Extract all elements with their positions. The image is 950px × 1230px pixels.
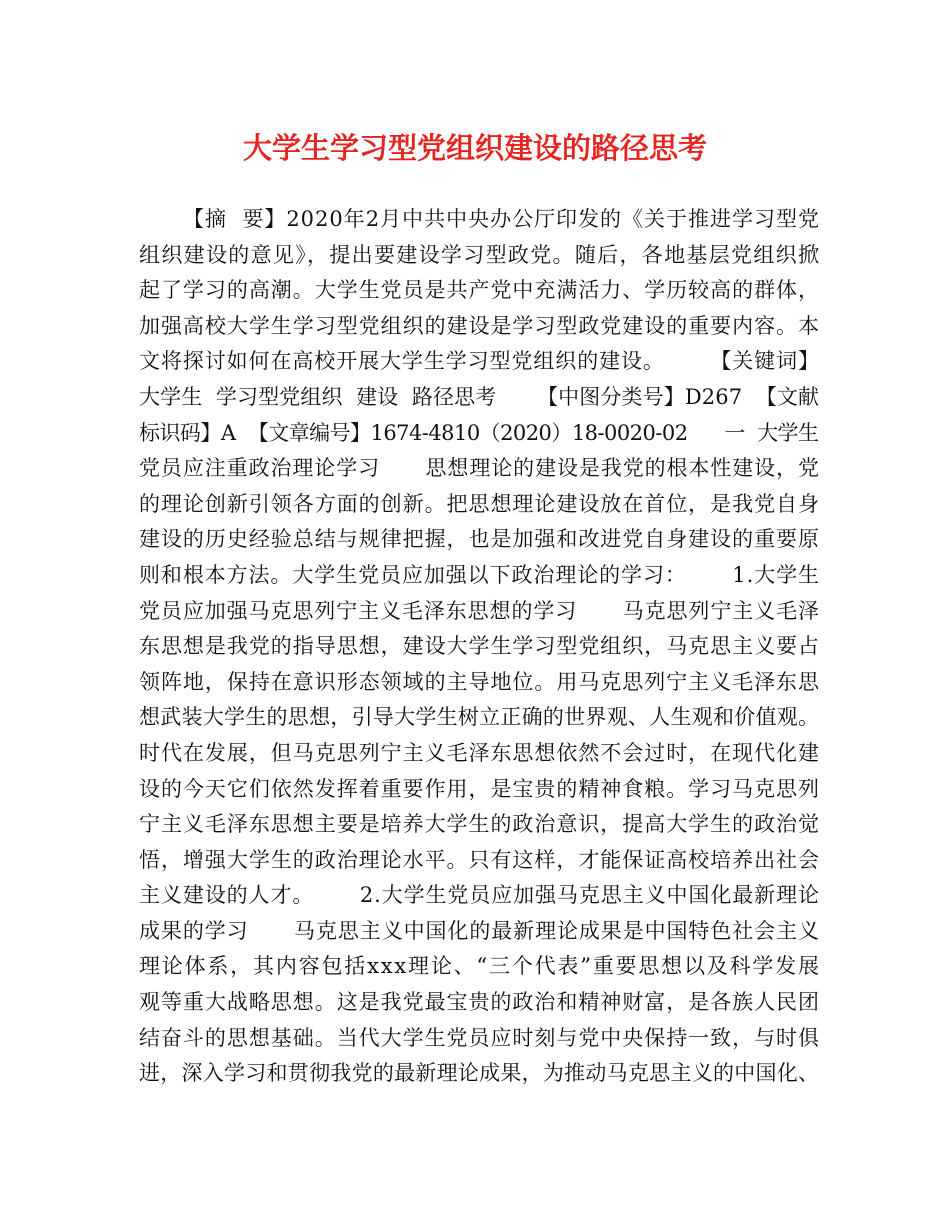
body-line: 结奋斗的思想基础。当代大学生党员应时刻与党中央保持一致，与时俱 bbox=[139, 1025, 820, 1050]
body-line: 党员应加强马克思列宁主义毛泽东思想的学习 马克思列宁主义毛泽 bbox=[139, 598, 820, 623]
body-line: 建设的历史经验总结与规律把握，也是加强和改进党自身建设的重要原 bbox=[139, 527, 820, 552]
body-line: 成果的学习 马克思主义中国化的最新理论成果是中国特色社会主义 bbox=[139, 918, 820, 943]
body-line: 时代在发展，但马克思列宁主义毛泽东思想依然不会过时，在现代化建 bbox=[139, 740, 820, 765]
body-line: 组织建设的意见》，提出要建设学习型政党。随后，各地基层党组织掀 bbox=[139, 242, 821, 267]
body-line: 标识码】A 【文章编号】1674-4810（2020）18-0020-02 一 大学生 bbox=[139, 420, 819, 445]
body-line: 观等重大战略思想。这是我党最宝贵的政治和精神财富，是各族人民团 bbox=[139, 990, 820, 1015]
body-line: 领阵地，保持在意识形态领域的主导地位。用马克思列宁主义毛泽东思 bbox=[139, 669, 820, 694]
body-line: 加强高校大学生学习型党组织的建设是学习型政党建设的重要内容。本 bbox=[139, 313, 820, 338]
body-line: 起了学习的高潮。大学生党员是共产党中充满活力、学历较高的群体， bbox=[139, 278, 820, 303]
body-line: 想武装大学生的思想，引导大学生树立正确的世界观、人生观和价值观。 bbox=[139, 705, 820, 730]
body-line: 的理论创新引领各方面的创新。把思想理论建设放在首位，是我党自身 bbox=[139, 491, 820, 516]
body-line: 悟，增强大学生的政治理论水平。只有这样，才能保证高校培养出社会 bbox=[139, 847, 820, 872]
body-line: 则和根本方法。大学生党员应加强以下政治理论的学习： 1.大学生 bbox=[139, 562, 820, 587]
body-line: 设的今天它们依然发挥着重要作用，是宝贵的精神食粮。学习马克思列 bbox=[139, 776, 820, 801]
document-title: 大学生学习型党组织建设的路径思考 bbox=[242, 131, 707, 165]
body-line: 东思想是我党的指导思想，建设大学生学习型党组织，马克思主义要占 bbox=[139, 634, 820, 659]
document-body bbox=[139, 202, 819, 1092]
body-line: 主义建设的人才。 2.大学生党员应加强马克思主义中国化最新理论 bbox=[139, 883, 820, 908]
body-line: 理论体系，其内容包括xxx理论、“三个代表”重要思想以及科学发展 bbox=[139, 954, 821, 979]
body-line: 进，深入学习和贯彻我党的最新理论成果，为推动马克思主义的中国化、 bbox=[139, 1061, 820, 1086]
body-line: 党员应注重政治理论学习 思想理论的建设是我党的根本性建设，党 bbox=[139, 456, 820, 481]
body-line: 大学生 学习型党组织 建设 路径思考 【中图分类号】D267 【文献 bbox=[139, 384, 820, 409]
body-line: 【摘 要】2020年2月中共中央办公厅印发的《关于推进学习型党 bbox=[183, 207, 820, 231]
body-line: 文将探讨如何在高校开展大学生学习型党组织的建设。 【关键词】 bbox=[139, 349, 820, 374]
body-line: 宁主义毛泽东思想主要是培养大学生的政治意识，提高大学生的政治觉 bbox=[139, 812, 820, 837]
